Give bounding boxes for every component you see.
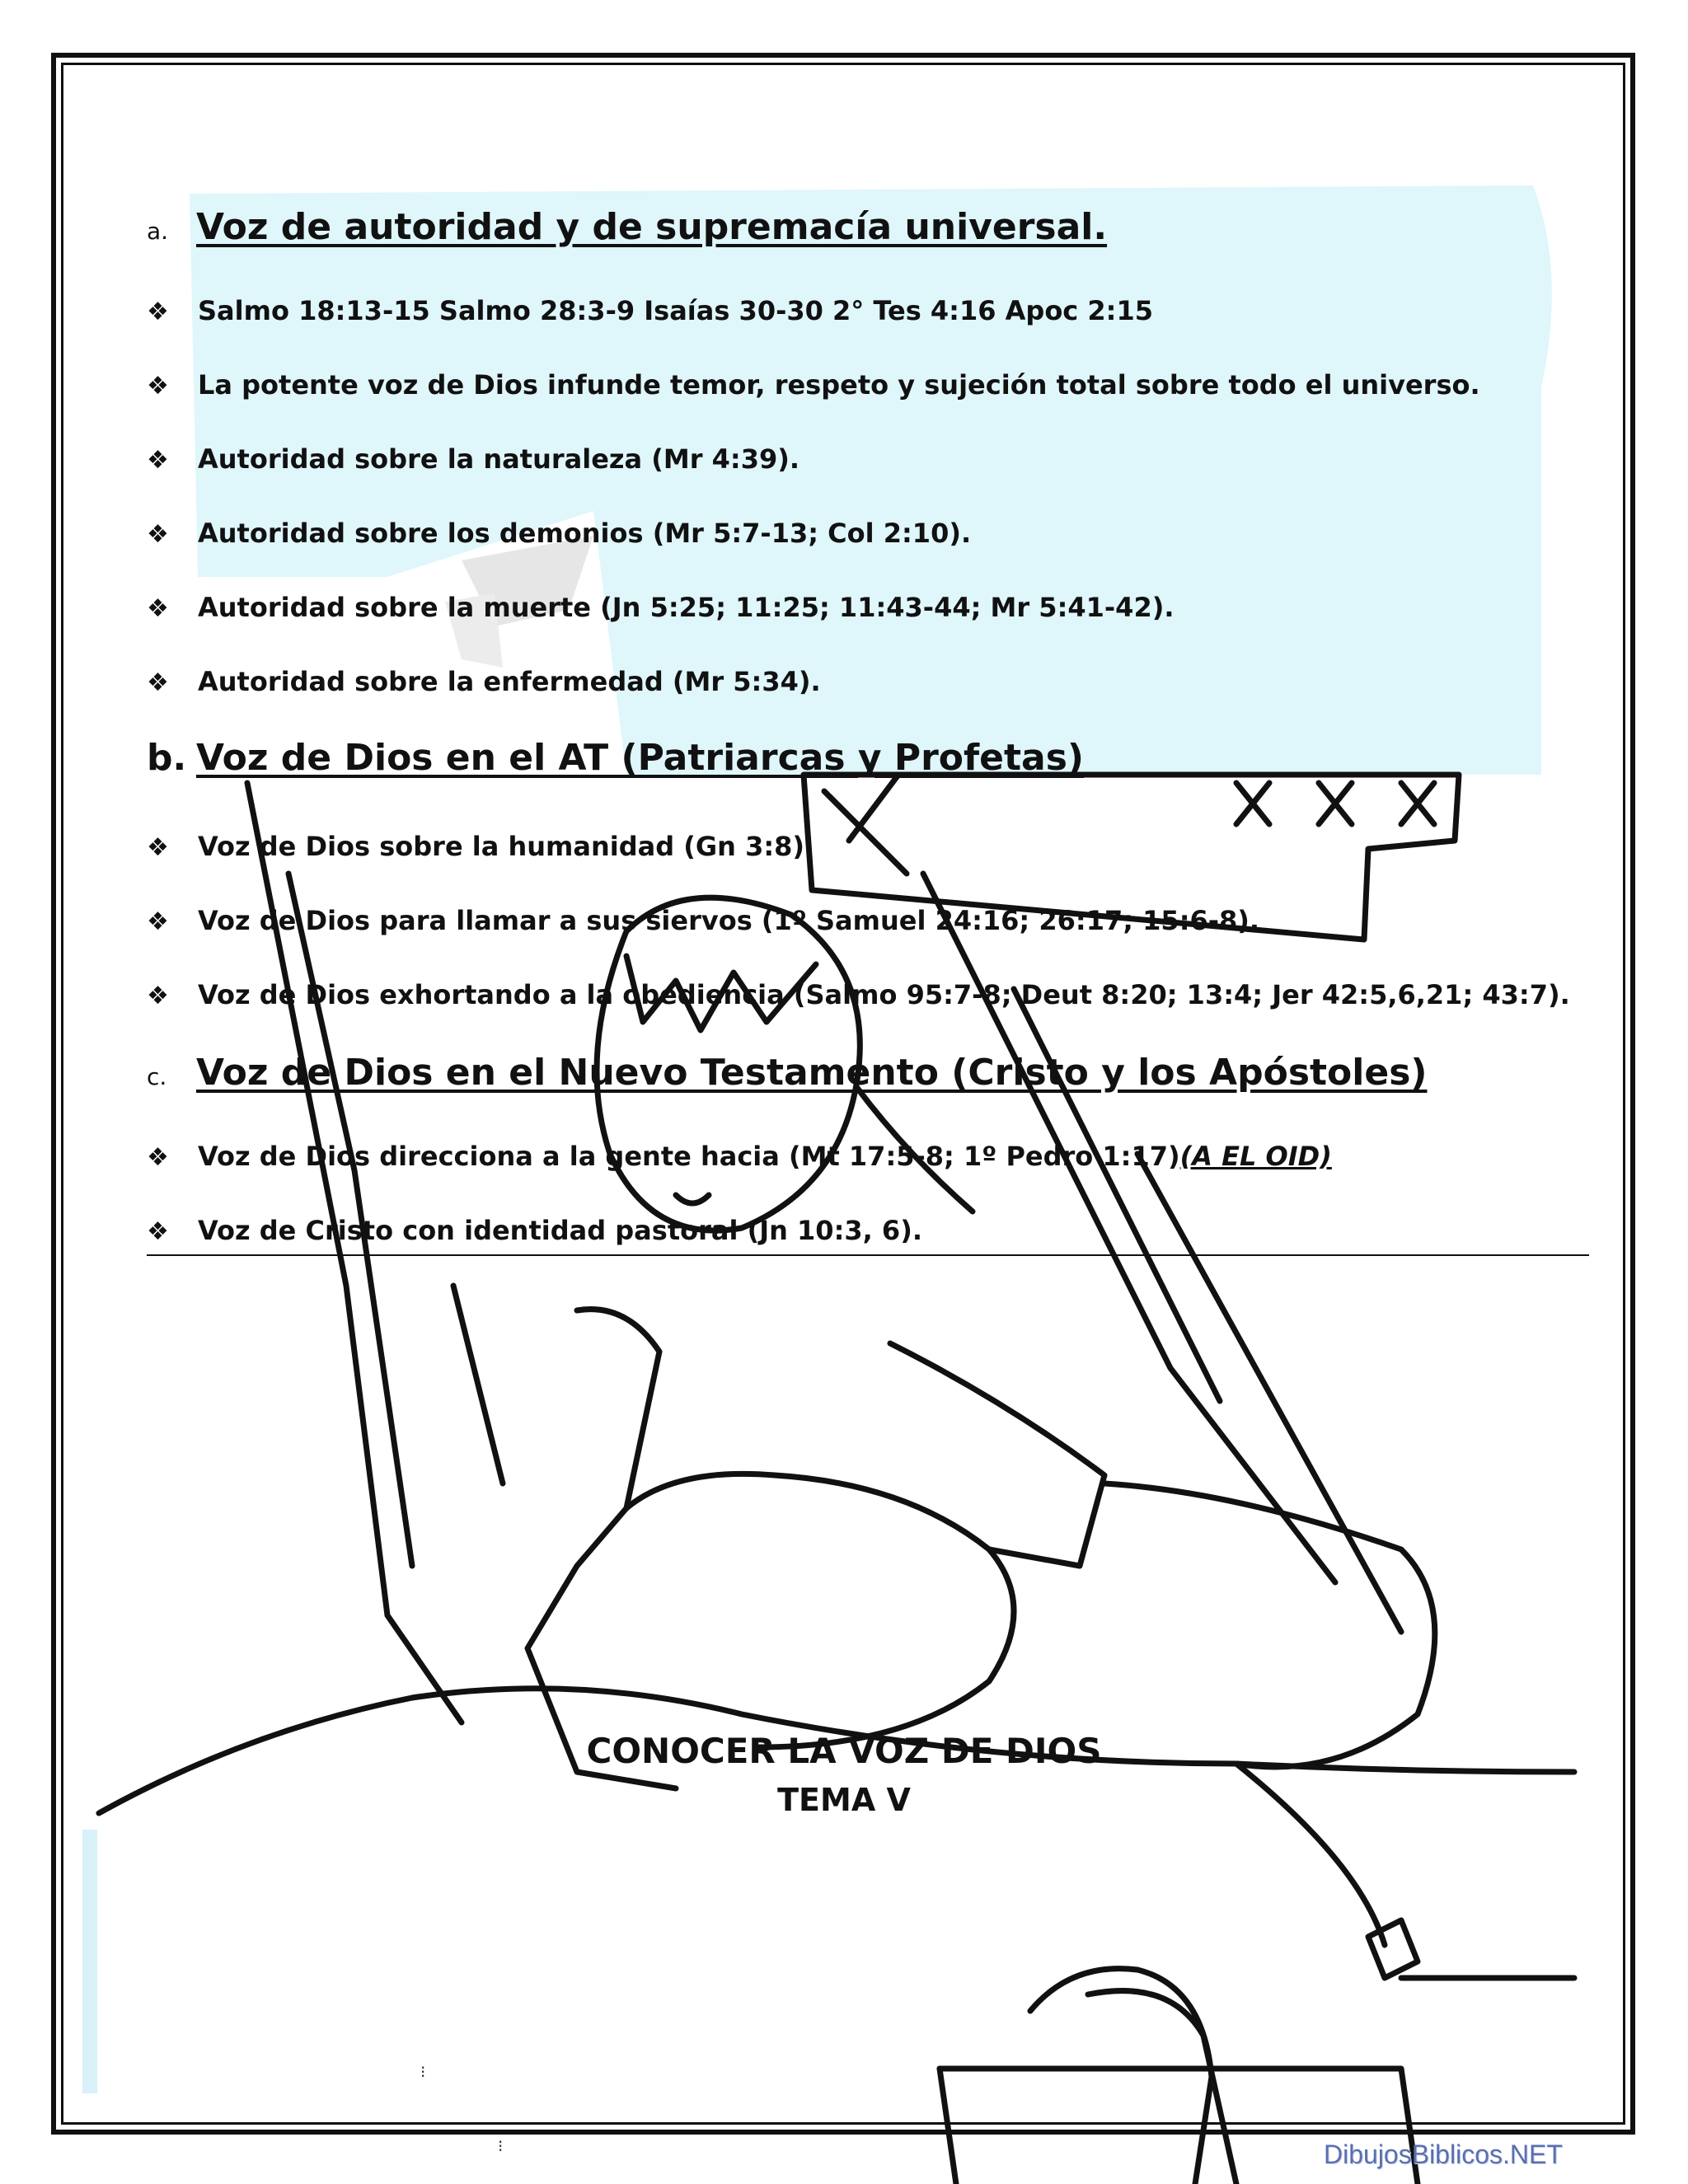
list-item xyxy=(147,666,821,697)
list-item-text: Voz de Dios exhortando a la obediencia (Salmo 95:7-8; Deut 8:20; 13:4; Jer 42:5,6,21; 43:7). xyxy=(198,979,1570,1010)
list-item xyxy=(147,443,799,475)
list-item xyxy=(147,905,1259,936)
diamond-bullet-icon: ❖ xyxy=(147,298,169,326)
list-item-text: Autoridad sobre la muerte (Jn 5:25; 11:25; 11:43-44; Mr 5:41-42). xyxy=(198,592,1175,623)
list-item-emphasis: (A EL OID) xyxy=(1179,1141,1332,1172)
stray-mark: ⁝ xyxy=(420,2062,426,2082)
horizontal-divider xyxy=(147,1254,1589,1256)
list-item-text: Voz de Cristo con identidad pastoral (Jn 10:3, 6). xyxy=(198,1215,922,1246)
section-marker: a. xyxy=(147,218,169,245)
list-item-text: Voz de Dios direcciona a la gente hacia (Mt 17:5-8; 1º Pedro 1:17) xyxy=(198,1141,1180,1172)
list-item-text: Autoridad sobre la enfermedad (Mr 5:34). xyxy=(198,666,821,697)
list-item xyxy=(147,1141,1332,1172)
diamond-bullet-icon: ❖ xyxy=(147,446,169,475)
section-title: Voz de autoridad y de supremacía universal. xyxy=(196,206,1108,248)
diamond-bullet-icon: ❖ xyxy=(147,1217,169,1246)
diamond-bullet-icon: ❖ xyxy=(147,520,169,549)
diamond-bullet-icon: ❖ xyxy=(147,594,169,623)
list-item xyxy=(147,295,1153,326)
diamond-bullet-icon: ❖ xyxy=(147,982,169,1010)
list-item-text: Voz de Dios para llamar a sus siervos (1º Samuel 24:16; 26:17; 15:6-8). xyxy=(198,905,1260,936)
list-item xyxy=(147,979,1570,1010)
list-item xyxy=(147,369,1480,401)
list-item-text: Autoridad sobre los demonios (Mr 5:7-13; Col 2:10). xyxy=(198,518,972,549)
section-b-heading xyxy=(147,737,1084,779)
list-item xyxy=(147,1215,922,1246)
list-item xyxy=(147,831,814,862)
list-item-text: La potente voz de Dios infunde temor, respeto y sujeción total sobre todo el universo. xyxy=(198,369,1480,401)
list-item xyxy=(147,592,1174,623)
section-marker: b. xyxy=(147,737,187,779)
diamond-bullet-icon: ❖ xyxy=(147,907,169,936)
diamond-bullet-icon: ❖ xyxy=(147,372,169,401)
section-a-heading xyxy=(147,206,1107,248)
section-title: Voz de Dios en el Nuevo Testamento (Cristo y los Apóstoles) xyxy=(196,1052,1428,1094)
list-item-text: Autoridad sobre la naturaleza (Mr 4:39). xyxy=(198,443,800,475)
diamond-bullet-icon: ❖ xyxy=(147,668,169,697)
section-marker: c. xyxy=(147,1063,167,1090)
list-item-text: Salmo 18:13-15 Salmo 28:3-9 Isaías 30-30 2° Tes 4:16 Apoc 2:15 xyxy=(198,295,1153,326)
watermark-logo: DibujosBiblicos.NET xyxy=(1324,2139,1563,2169)
stray-mark: ⁝ xyxy=(498,2136,504,2156)
section-title: Voz de Dios en el AT (Patriarcas y Profetas) xyxy=(196,737,1085,779)
footer-subtitle: TEMA V xyxy=(777,1782,911,1818)
diamond-bullet-icon: ❖ xyxy=(147,833,169,862)
list-item xyxy=(147,518,971,549)
diamond-bullet-icon: ❖ xyxy=(147,1143,169,1172)
footer-title: CONOCER LA VOZ DE DIOS xyxy=(586,1731,1102,1771)
section-c-heading xyxy=(147,1052,1428,1094)
list-item-text: Voz de Dios sobre la humanidad (Gn 3:8). xyxy=(198,831,815,862)
